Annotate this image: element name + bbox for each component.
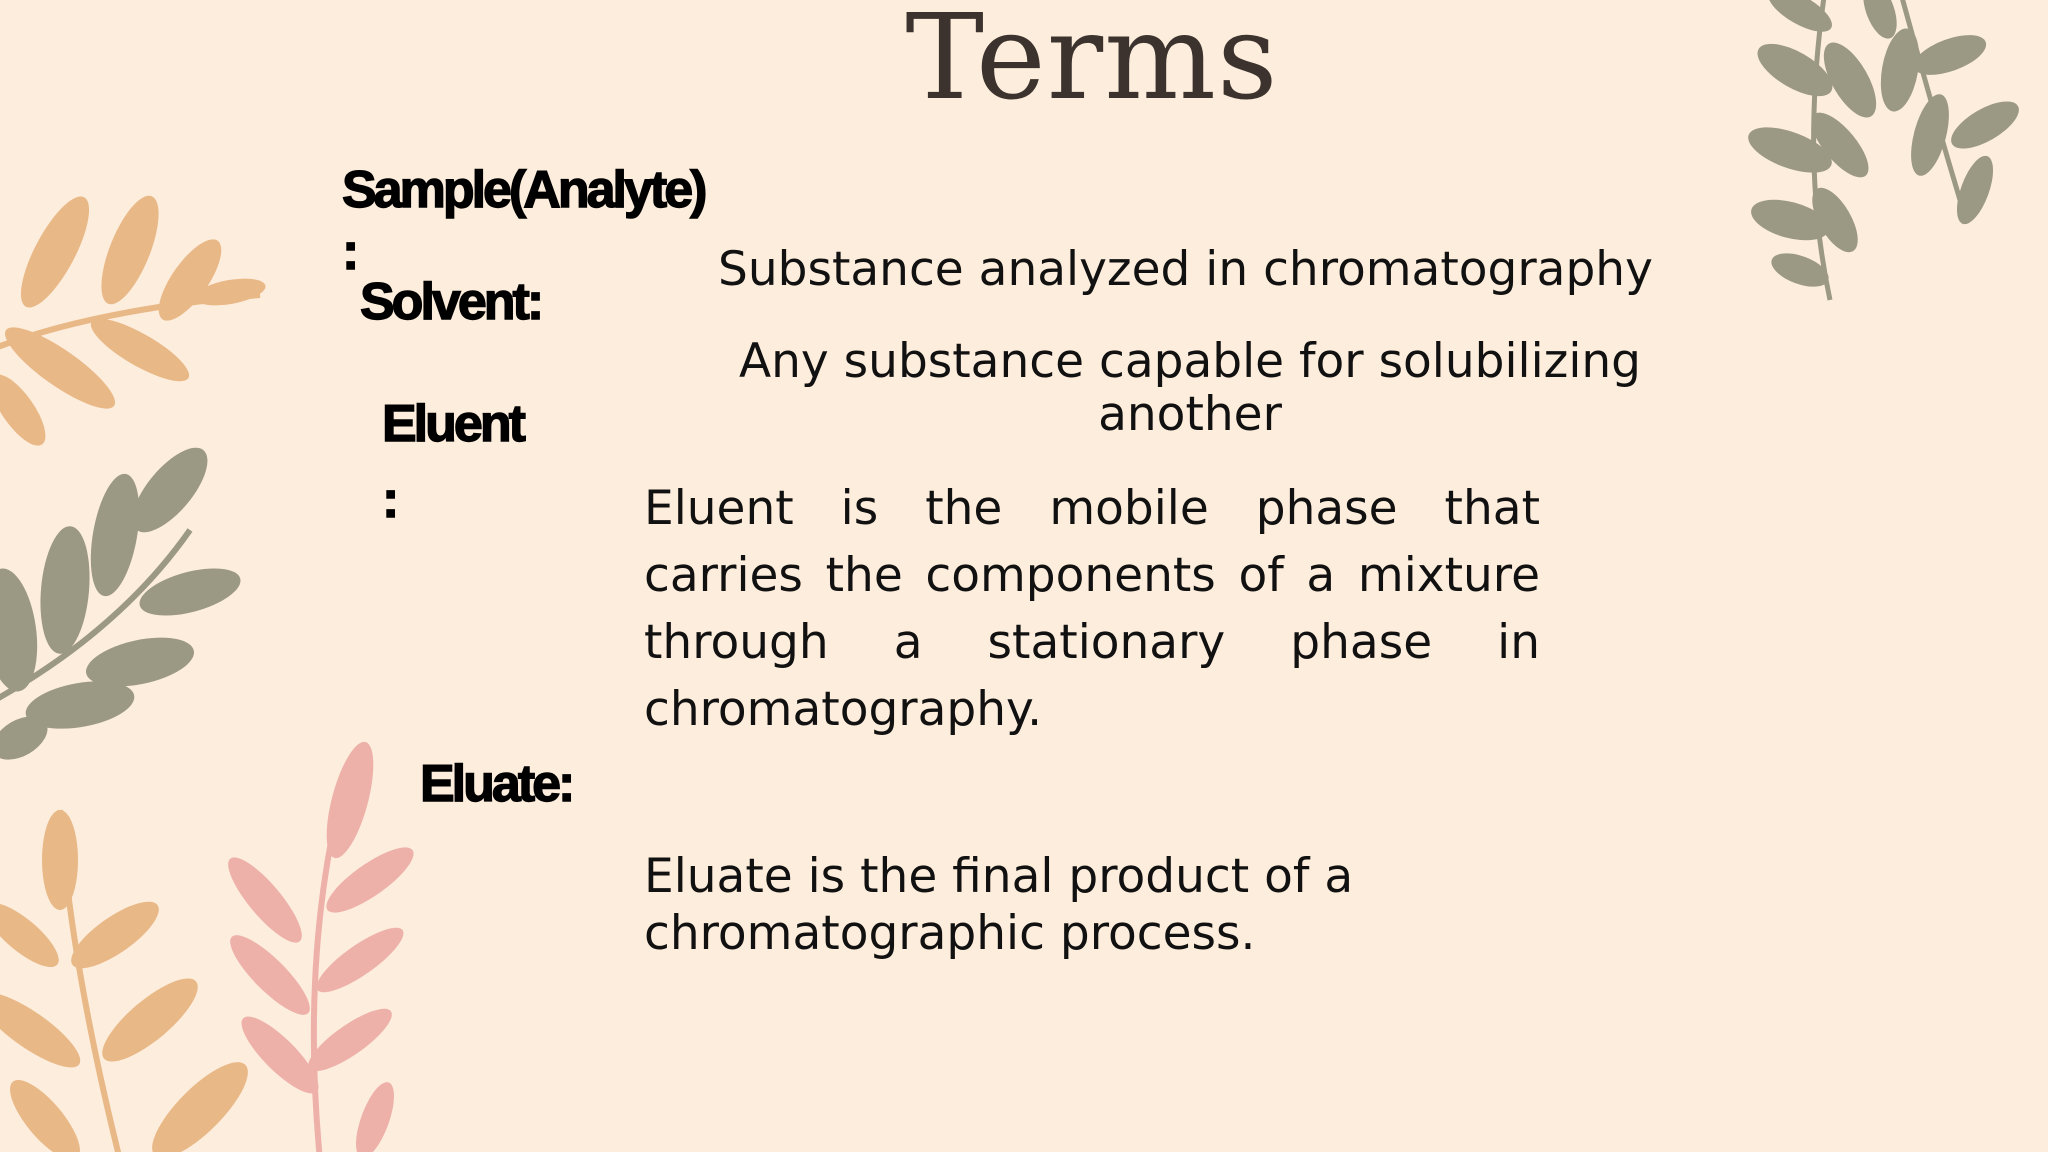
- olive-fern-left-icon: [0, 436, 245, 769]
- term-eluate-label: Eluate:: [420, 755, 573, 813]
- term-sample-definition: Substance analyzed in chromatography: [718, 242, 1653, 297]
- pink-fern-bottom-icon: [218, 737, 422, 1152]
- term-eluent-definition: Eluent is the mobile phase that carries the components of a mixture through a stationary phase in chromatography.: [644, 481, 1540, 737]
- orange-fern-bottom-left-icon: [0, 810, 261, 1152]
- term-eluent-label: Eluent: [382, 395, 523, 453]
- slide-title: Terms: [905, 0, 1279, 126]
- term-sample-label: Sample(Analyte): [342, 161, 705, 219]
- term-solvent-label: Solvent:: [360, 273, 542, 331]
- term-solvent-definition: Any substance capable for solubilizing another: [738, 334, 1642, 442]
- orange-fern-top-left-icon: [0, 188, 268, 454]
- term-eluate-definition: Eluate is the final product of a chromatographic process.: [644, 849, 1354, 961]
- term-sample-colon: :: [342, 223, 357, 281]
- term-eluent-colon: :: [382, 471, 397, 529]
